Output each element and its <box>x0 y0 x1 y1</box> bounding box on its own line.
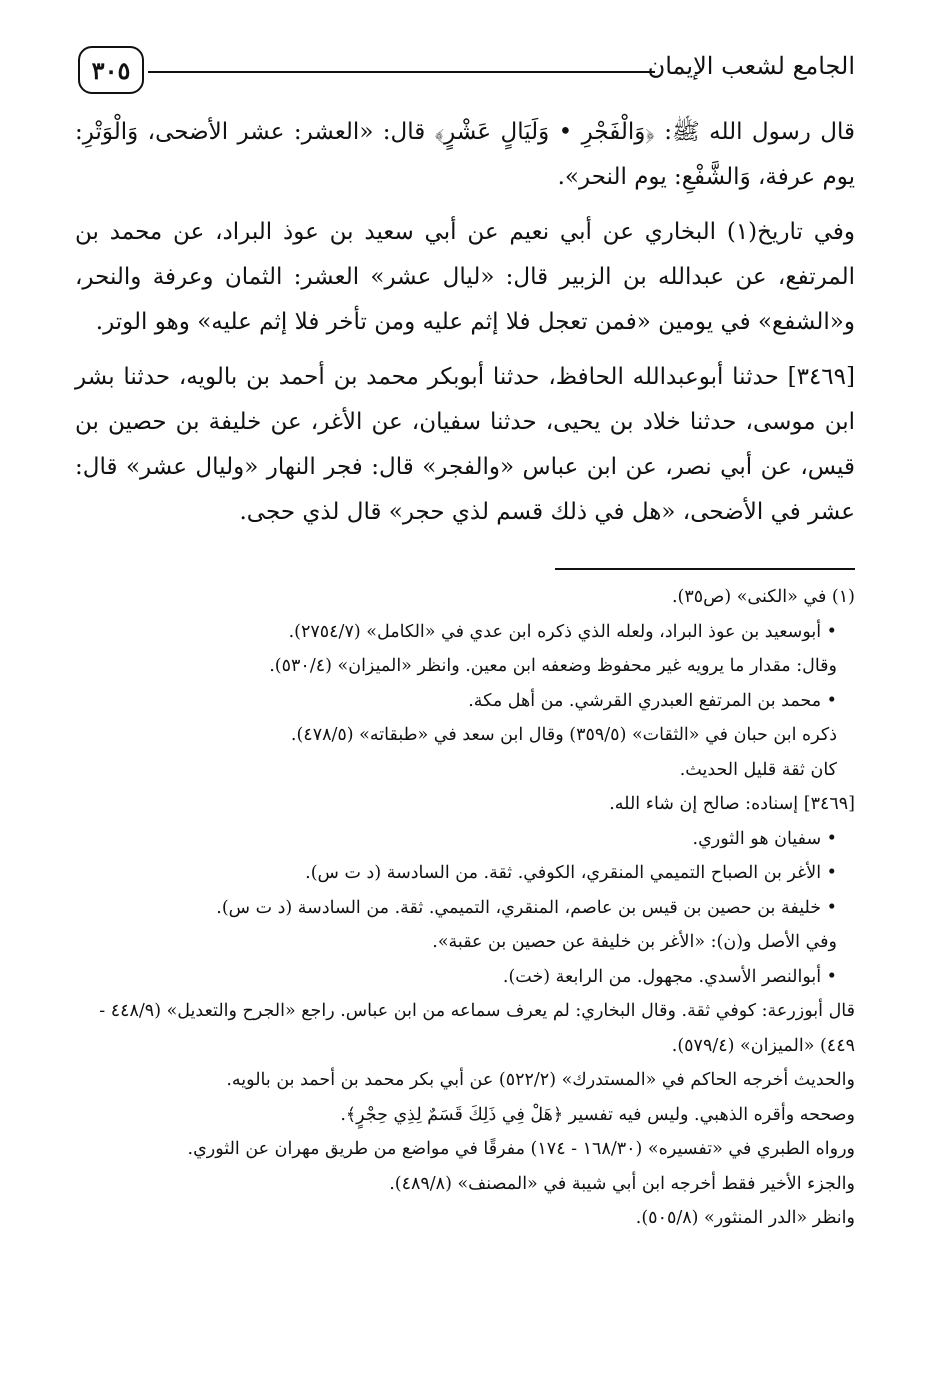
footnote-line: • الأغر بن الصباح التميمي المنقري، الكوفي. ثقة. من السادسة (د ت س). <box>305 863 837 883</box>
footnote-line: وفي الأصل و(ن): «الأغر بن خليفة عن حصين بن عقبة». <box>432 932 837 952</box>
footnote-line: (١) في «الكنى» (ص٣٥). <box>671 587 855 607</box>
running-title: الجامع لشعب الإيمان <box>647 52 855 80</box>
footnote-line: • أبوسعيد بن عوذ البراد، ولعله الذي ذكره ابن عدي في «الكامل» (٢٧٥٤/٧). <box>288 621 837 642</box>
footnote-line: والجزء الأخير فقط أخرجه ابن أبي شيبة في «المصنف» (٤٨٩/٨). <box>389 1173 855 1194</box>
footnote-line: وقال: مقدار ما يرويه غير محفوظ وضعفه ابن معين. وانظر «الميزان» (٥٣٠/٤). <box>269 656 837 676</box>
footnote-line: وصححه وأقره الذهبي. وليس فيه تفسير ﴿هَلْ فِي ذَلِكَ قَسَمٌ لِذِي حِجْرٍ﴾. <box>340 1104 855 1125</box>
footnote-line: • خليفة بن حصين بن قيس بن عاصم، المنقري، التميمي. ثقة. من السادسة (د ت س). <box>216 897 837 918</box>
footnote-line: ورواه الطبري في «تفسيره» (١٦٨/٣٠ - ١٧٤) مفرقًا في مواضع من طريق مهران عن الثوري. <box>187 1139 855 1159</box>
footnote-separator <box>555 568 855 570</box>
page-number: ٣٠٥ <box>78 46 144 94</box>
footnotes <box>75 580 855 1236</box>
main-text <box>75 110 855 545</box>
footnote-line: [٣٤٦٩] إسناده: صالح إن شاء الله. <box>609 794 855 814</box>
footnote-line: قال أبوزرعة: كوفي ثقة. وقال البخاري: لم يعرف سماعه من ابن عباس. راجع «الجرح والتعديل» (٤٤٨/٩ - ٤٤٩) «الميزان» (٥٧٩/٤). <box>99 1001 855 1056</box>
paragraph-quran-tafsir: قال رسول الله ﷺ: ﴿وَالْفَجْرِ • وَلَيَالٍ عَشْرٍ﴾ قال: «العشر: عشر الأضحى، وَالْوَتْرِ: يوم عرفة، وَالشَّفْعِ: يوم النحر». <box>75 119 855 190</box>
footnote-line: • محمد بن المرتفع العبدري القرشي. من أهل مكة. <box>468 690 837 711</box>
paragraph-hadith-3469: [٣٤٦٩] حدثنا أبوعبدالله الحافظ، حدثنا أبوبكر محمد بن أحمد بن بالويه، حدثنا بشر ابن موسى، حدثنا خلاد بن يحيى، حدثنا سفيان، عن الأغر، عن خليفة بن حصين بن قيس، عن أبي نصر، عن ابن عباس «والفجر» قال: فجر النهار «وليال عشر» قال: عشر في الأضحى، «هل في ذلك قسم لذي حجر» قال لذي حجى. <box>75 364 855 525</box>
footnote-line: • سفيان هو الثوري. <box>692 828 837 849</box>
paragraph-bukhari-history: وفي تاريخ(١) البخاري عن أبي نعيم عن أبي سعيد بن عوذ البراد، عن محمد بن المرتفع، عن عبدالله بن الزبير قال: «ليال عشر» العشر: الثمان وعرفة والنحر، و«الشفع» في يومين «فمن تعجل فلا إثم عليه ومن تأخر فلا إثم عليه» وهو الوتر. <box>75 219 855 335</box>
page-header <box>78 40 855 100</box>
header-rule <box>148 71 655 73</box>
footnote-line: كان ثقة قليل الحديث. <box>679 759 837 780</box>
footnote-line: والحديث أخرجه الحاكم في «المستدرك» (٥٢٢/٢) عن أبي بكر محمد بن أحمد بن بالويه. <box>226 1070 855 1090</box>
footnote-line: وانظر «الدر المنثور» (٥٠٥/٨). <box>635 1208 855 1228</box>
footnote-line: ذكره ابن حبان في «الثقات» (٣٥٩/٥) وقال ابن سعد في «طبقاته» (٤٧٨/٥). <box>290 725 837 745</box>
footnote-line: • أبوالنصر الأسدي. مجهول. من الرابعة (خت). <box>502 966 837 987</box>
